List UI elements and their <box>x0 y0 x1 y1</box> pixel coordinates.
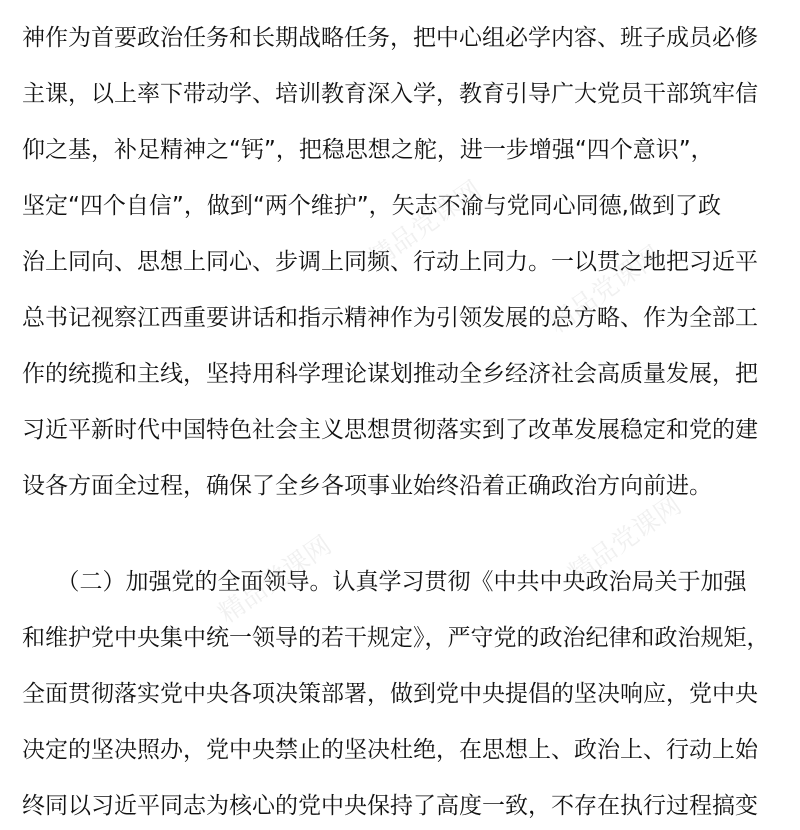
text-line: 总书记视察江西重要讲话和指示精神作为引领发展的总方略、作为全部工 <box>22 305 758 331</box>
text-line: 仰之基，补足精神之“钙”，把稳思想之舵，进一步增强“四个意识”， <box>22 137 714 163</box>
text-line: 主课，以上率下带动学、培训教育深入学，教育引导广大党员干部筑牢信 <box>22 81 758 107</box>
watermark: 精品党课网 <box>563 490 688 590</box>
text-line: 治上同向、思想上同心、步调上同频、行动上同力。一以贯之地把习近平 <box>22 249 758 275</box>
text-line: 坚定“四个自信”，做到“两个维护”，矢志不渝与党同心同德,做到了政 <box>22 193 721 219</box>
section-heading-line: （二）加强党的全面领导。认真学习贯彻《中共中央政治局关于加强 <box>22 569 747 595</box>
text-line: 神作为首要政治任务和长期战略任务，把中心组必学内容、班子成员必修 <box>22 25 758 51</box>
text-line: 终同以习近平同志为核心的党中央保持了高度一致，不存在执行过程搞变 <box>22 793 758 819</box>
text-line: 决定的坚决照办，党中央禁止的坚决杜绝，在思想上、政治上、行动上始 <box>22 737 758 763</box>
text-line: 习近平新时代中国特色社会主义思想贯彻落实到了改革发展稳定和党的建 <box>22 417 758 443</box>
text-line: 和维护党中央集中统一领导的若干规定》，严守党的政治纪律和政治规矩， <box>22 625 770 651</box>
text-line: 全面贯彻落实党中央各项决策部署，做到党中央提倡的坚决响应，党中央 <box>22 681 758 707</box>
text-line: 设各方面全过程，确保了全乡各项事业始终沿着正确政治方向前进。 <box>22 473 712 499</box>
watermark: 精品党课网 <box>213 530 338 630</box>
watermark: 精品党课网 <box>543 240 668 340</box>
watermark: 精品党课网 <box>363 175 488 275</box>
text-line: 作的统揽和主线，坚持用科学理论谋划推动全乡经济社会高质量发展，把 <box>22 361 758 387</box>
